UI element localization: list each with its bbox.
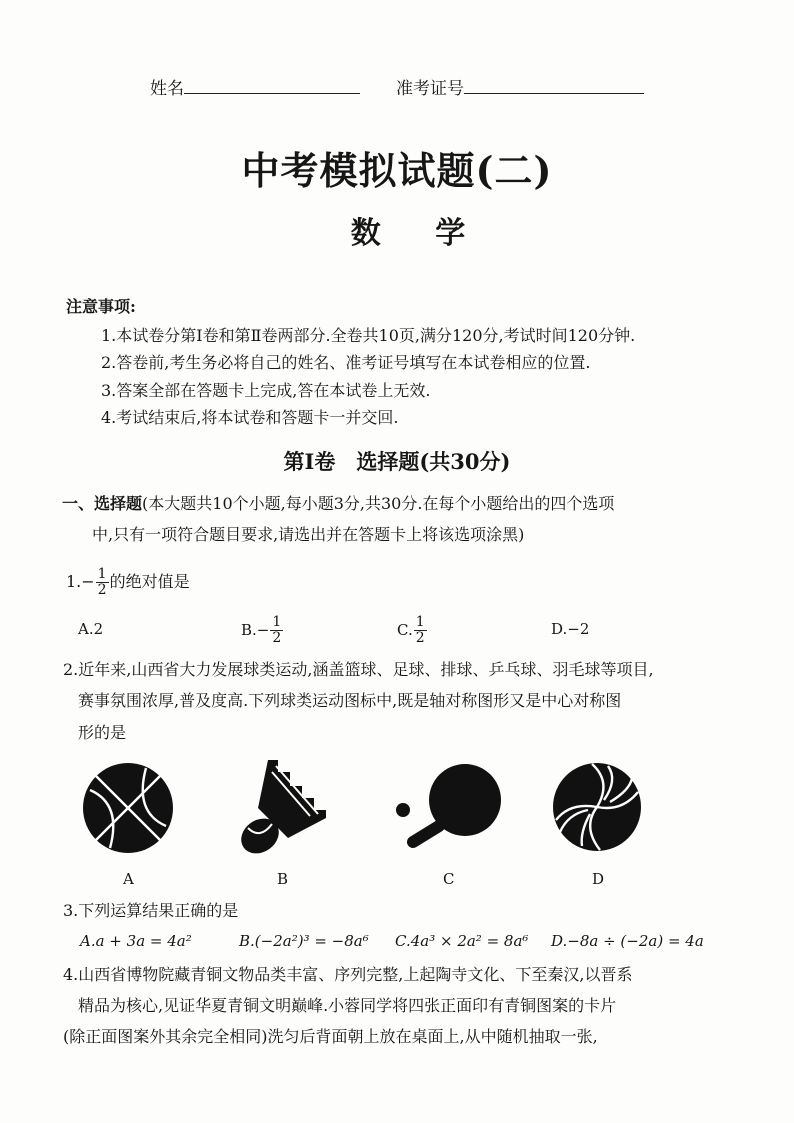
- part1-heading: 一、选择题: [62, 494, 143, 513]
- question-2-line: 2.近年来,山西省大力发展球类运动,涵盖篮球、足球、排球、乒乓球、羽毛球等项目,: [63, 660, 654, 679]
- question-2-line: 形的是: [78, 723, 127, 742]
- q1-option-d: D.−2: [551, 620, 590, 638]
- part1-intro-text: (本大题共10个小题,每小题3分,共30分.在每个小题给出的四个选项: [142, 494, 615, 513]
- q1-option-b-prefix: B.−: [241, 621, 270, 639]
- q1-fraction-denominator: 2: [97, 581, 107, 598]
- option-label-c: C: [443, 870, 455, 888]
- name-label: 姓名: [150, 79, 184, 99]
- option-label-b: B: [277, 870, 289, 888]
- id-blank: [464, 77, 644, 94]
- question-1-stem: [66, 562, 190, 602]
- table-tennis-icon: [395, 762, 505, 852]
- page-title: 中考模拟试题(二): [241, 148, 553, 193]
- q1-prefix: 1.−: [66, 572, 95, 591]
- q1-option-b-numerator: 1: [272, 613, 282, 630]
- notice-heading: 注意事项:: [66, 297, 136, 316]
- q1-fraction-numerator: 1: [97, 565, 107, 582]
- q1-option-b: [241, 610, 284, 650]
- question-3-stem: 3.下列运算结果正确的是: [63, 901, 239, 920]
- id-field: [396, 74, 644, 99]
- q1-option-b-denominator: 2: [272, 629, 282, 646]
- q1-option-c-fraction: [414, 615, 427, 646]
- id-label: 准考证号: [396, 79, 464, 99]
- question-4-line: 4.山西省博物院藏青铜文物品类丰富、序列完整,上起陶寺文化、下至秦汉,以晋系: [63, 965, 633, 984]
- name-field: [150, 74, 360, 99]
- subject-title: 数 学: [350, 216, 488, 251]
- q1-option-c-prefix: C.: [397, 621, 413, 639]
- q1-suffix: 的绝对值是: [109, 572, 190, 591]
- notice-item: 2.答卷前,考生务必将自己的姓名、准考证号填写在本试卷相应的位置.: [101, 353, 591, 372]
- q3-option-c: C.4a³ × 2a² = 8a⁶: [395, 932, 529, 950]
- q1-fraction: [96, 567, 109, 598]
- q1-option-c: [397, 610, 428, 650]
- notice-item: 4.考试结束后,将本试卷和答题卡一并交回.: [101, 408, 399, 427]
- volleyball-icon: [552, 762, 642, 852]
- question-4-line: (除正面图案外其余完全相同)洗匀后背面朝上放在桌面上,从中随机抽取一张,: [63, 1027, 598, 1046]
- part1-intro-line2: 中,只有一项符合题目要求,请选出并在答题卡上将该选项涂黑): [92, 525, 525, 544]
- part1-intro: [62, 493, 614, 515]
- section-title: 第Ⅰ卷 选择题(共30分): [283, 449, 511, 474]
- q1-option-c-denominator: 2: [415, 629, 425, 646]
- q1-option-a: A.2: [78, 620, 104, 638]
- notice-item: 1.本试卷分第Ⅰ卷和第Ⅱ卷两部分.全卷共10页,满分120分,考试时间120分钟.: [101, 326, 636, 345]
- q3-option-d: D.−8a ÷ (−2a) = 4a: [551, 932, 704, 950]
- q3-option-b: B.(−2a²)³ = −8a⁶: [239, 932, 369, 950]
- question-4-line: 精品为核心,见证华夏青铜文明巅峰.小蓉同学将四张正面印有青铜图案的卡片: [78, 996, 617, 1015]
- question-2-line: 赛事氛围浓厚,普及度高.下列球类运动图标中,既是轴对称图形又是中心对称图: [78, 691, 622, 710]
- q3-option-a: A.a + 3a = 4a²: [80, 932, 192, 950]
- name-blank: [184, 77, 360, 94]
- notice-item: 3.答案全部在答题卡上完成,答在本试卷上无效.: [101, 381, 431, 400]
- option-label-d: D: [592, 870, 605, 888]
- option-label-a: A: [123, 870, 134, 888]
- shuttlecock-icon: [238, 758, 338, 858]
- q1-option-b-fraction: [270, 615, 283, 646]
- q1-option-c-numerator: 1: [415, 613, 425, 630]
- basketball-icon: [82, 762, 174, 854]
